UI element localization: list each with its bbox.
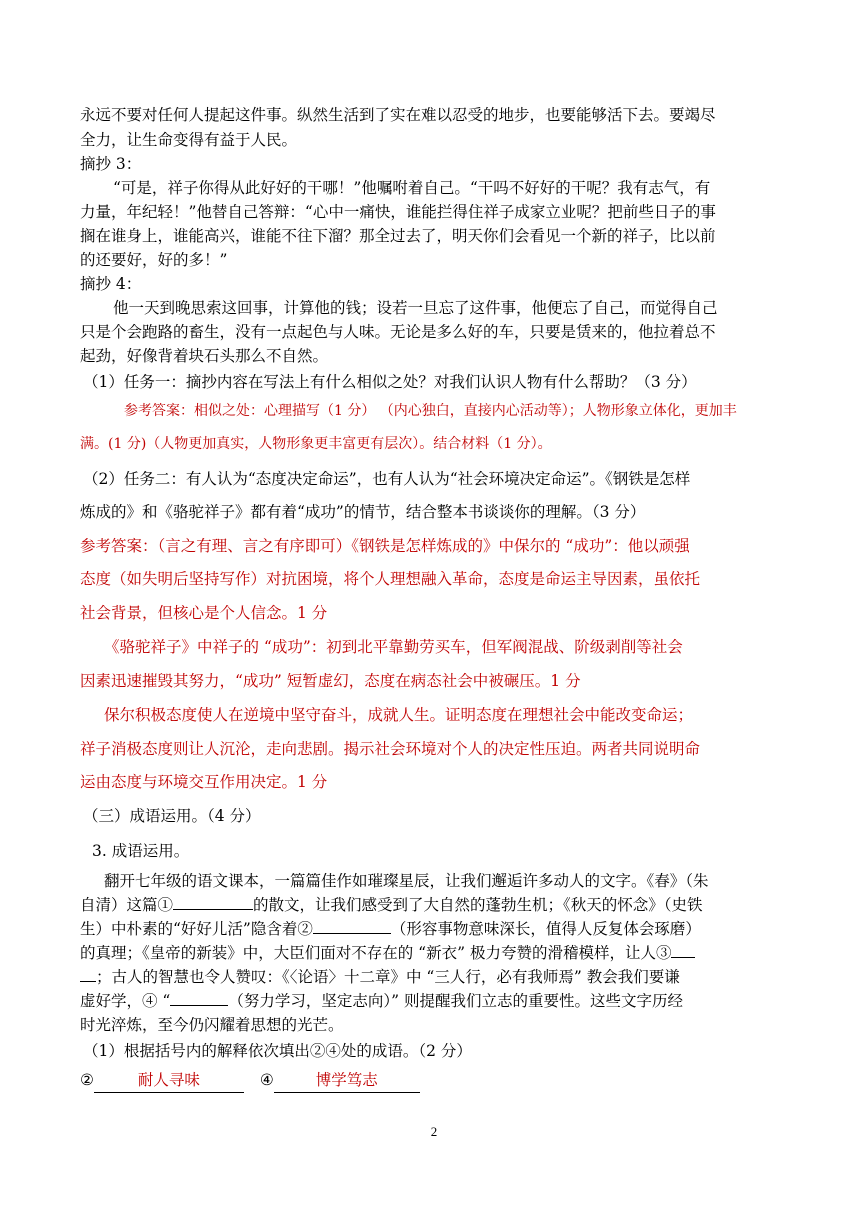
answer-line: 保尔积极态度使人在逆境中坚守奋斗，成就人生。证明态度在理想社会中能改变命运； — [104, 706, 694, 724]
answer-line: 态度（如失明后坚持写作）对抗困境，将个人理想融入革命，态度是命运主导因素，虽依托 — [80, 570, 701, 588]
answer-label: ④ — [259, 1071, 274, 1089]
text-segment: 的真理；《皇帝的新装》中，大臣们面对不存在的 “新衣” 极力夸赞的滑稽模样，让人③ — [80, 944, 672, 962]
question-2-cont: 炼成的》和《骆驼祥子》都有着“成功”的情节，结合整本书谈谈你的理解。（3 分） — [80, 503, 646, 521]
text-segment: 虚好学，④ “ — [80, 992, 171, 1010]
text-line: 的还要好，好的多！” — [80, 251, 228, 269]
question-3: （1）根据括号内的解释依次填出②④处的成语。（2 分） — [83, 1042, 472, 1060]
item-heading: 3. 成语运用。 — [92, 842, 190, 860]
answer-label: ② — [80, 1071, 94, 1089]
answer-line: 社会背景，但核心是个人信念。1 分 — [80, 604, 328, 622]
text-segment: 的散文，让我们感受到了大自然的蓬勃生机；《秋天的怀念》（史铁 — [253, 896, 703, 914]
text-line: 翻开七年级的语文课本，一篇篇佳作如璀璨星辰，让我们邂逅许多动人的文字。《春》（朱 — [104, 872, 709, 890]
text-line: 力量，年纪轻！”他替自己答辩：“心中一痛快，谁能拦得住祥子成家立业呢？把前些日子的事 — [80, 203, 716, 221]
text-line — [80, 893, 703, 917]
answer-line: 运由态度与环境交互作用决定。1 分 — [80, 773, 328, 791]
text-line — [80, 941, 695, 965]
answer-blank-2: 耐人寻味 — [94, 1068, 244, 1093]
answer-line: 《骆驼祥子》中祥子的 “成功”：初到北平靠勤劳买车，但军阀混战、阶级剥削等社会 — [104, 638, 683, 656]
text-line: 搁在谁身上，谁能高兴，谁能不往下溜？那全过去了，明天你们会看见一个新的祥子，比以前 — [80, 227, 716, 245]
text-line: 起劲，好像背着块石头那么不自然。 — [80, 347, 329, 365]
text-line: 只是个会跑路的畜生，没有一点起色与人味。无论是多么好的车，只要是赁来的，他拉着总不 — [80, 323, 716, 341]
text-line: 他一天到晚思索这回事，计算他的钱；设若一旦忘了这件事，他便忘了自己，而觉得自己 — [113, 299, 718, 317]
excerpt-heading: 摘抄 4： — [80, 275, 142, 293]
answer-blank-4: 博学笃志 — [274, 1068, 420, 1093]
page-number: 2 — [430, 1124, 438, 1139]
text-segment: 自清）这篇① — [80, 896, 174, 914]
text-segment: （形容事物意味深长，值得人反复体会琢磨） — [390, 920, 701, 938]
blank-3-cont — [80, 981, 96, 982]
text-line: “可是，祥子你得从此好好的干哪！”他嘱咐着自己。“干吗不好好的干呢？我有志气，有 — [113, 179, 711, 197]
answer-row — [80, 1068, 420, 1093]
question-1: （1）任务一：摘抄内容在写法上有什么相似之处？对我们认识人物有什么帮助？（3 分） — [83, 373, 697, 391]
text-segment: （努力学习，坚定志向）” 则提醒我们立志的重要性。这些文字历经 — [228, 992, 683, 1010]
answer-line: 参考答案：（言之有理、言之有序即可）《钢铁是怎样炼成的》中保尔的 “成功”：他以顽强 — [80, 537, 690, 555]
answer-line: 参考答案：相似之处：心理描写（1 分） （内心独白，直接内心活动等）；人物形象立体化，更加丰 — [124, 403, 737, 419]
text-line: 全力，让生命变得有益于人民。 — [80, 131, 298, 149]
blank-2 — [313, 933, 391, 934]
answer-line: 祥子消极态度则让人沉沦，走向悲剧。揭示社会环境对个人的决定性压迫。两者共同说明命 — [80, 740, 701, 758]
text-line — [80, 917, 701, 941]
answer-line: 因素迅速摧毁其努力，“成功” 短暂虚幻，态度在病态社会中被碾压。1 分 — [80, 672, 581, 690]
blank-1 — [173, 909, 253, 910]
text-line — [80, 989, 683, 1013]
question-2: （2）任务二：有人认为“态度决定命运”，也有人认为“社会环境决定命运”。《钢铁是怎样 — [83, 470, 691, 488]
blank-3 — [671, 957, 695, 958]
excerpt-heading: 摘抄 3： — [80, 155, 142, 173]
blank-4 — [170, 1005, 228, 1006]
text-segment: ；古人的智慧也令人赞叹：《〈论语〉十二章》中 “三人行，必有我师焉” 教会我们要谦 — [96, 968, 680, 986]
text-line: 时光淬炼，至今仍闪耀着思想的光芒。 — [80, 1016, 344, 1034]
answer-line: 满。(1 分)（人物更加真实，人物形象更丰富更有层次）。结合材料（1 分）。 — [80, 436, 552, 452]
text-line: 永远不要对任何人提起这件事。纵然生活到了实在难以忍受的地步，也要能够活下去。要竭尽 — [80, 106, 716, 124]
text-line — [80, 965, 680, 989]
section-heading: （三）成语运用。（4 分） — [83, 807, 261, 825]
text-segment: 生）中朴素的“好好儿活”隐含着② — [80, 920, 313, 938]
